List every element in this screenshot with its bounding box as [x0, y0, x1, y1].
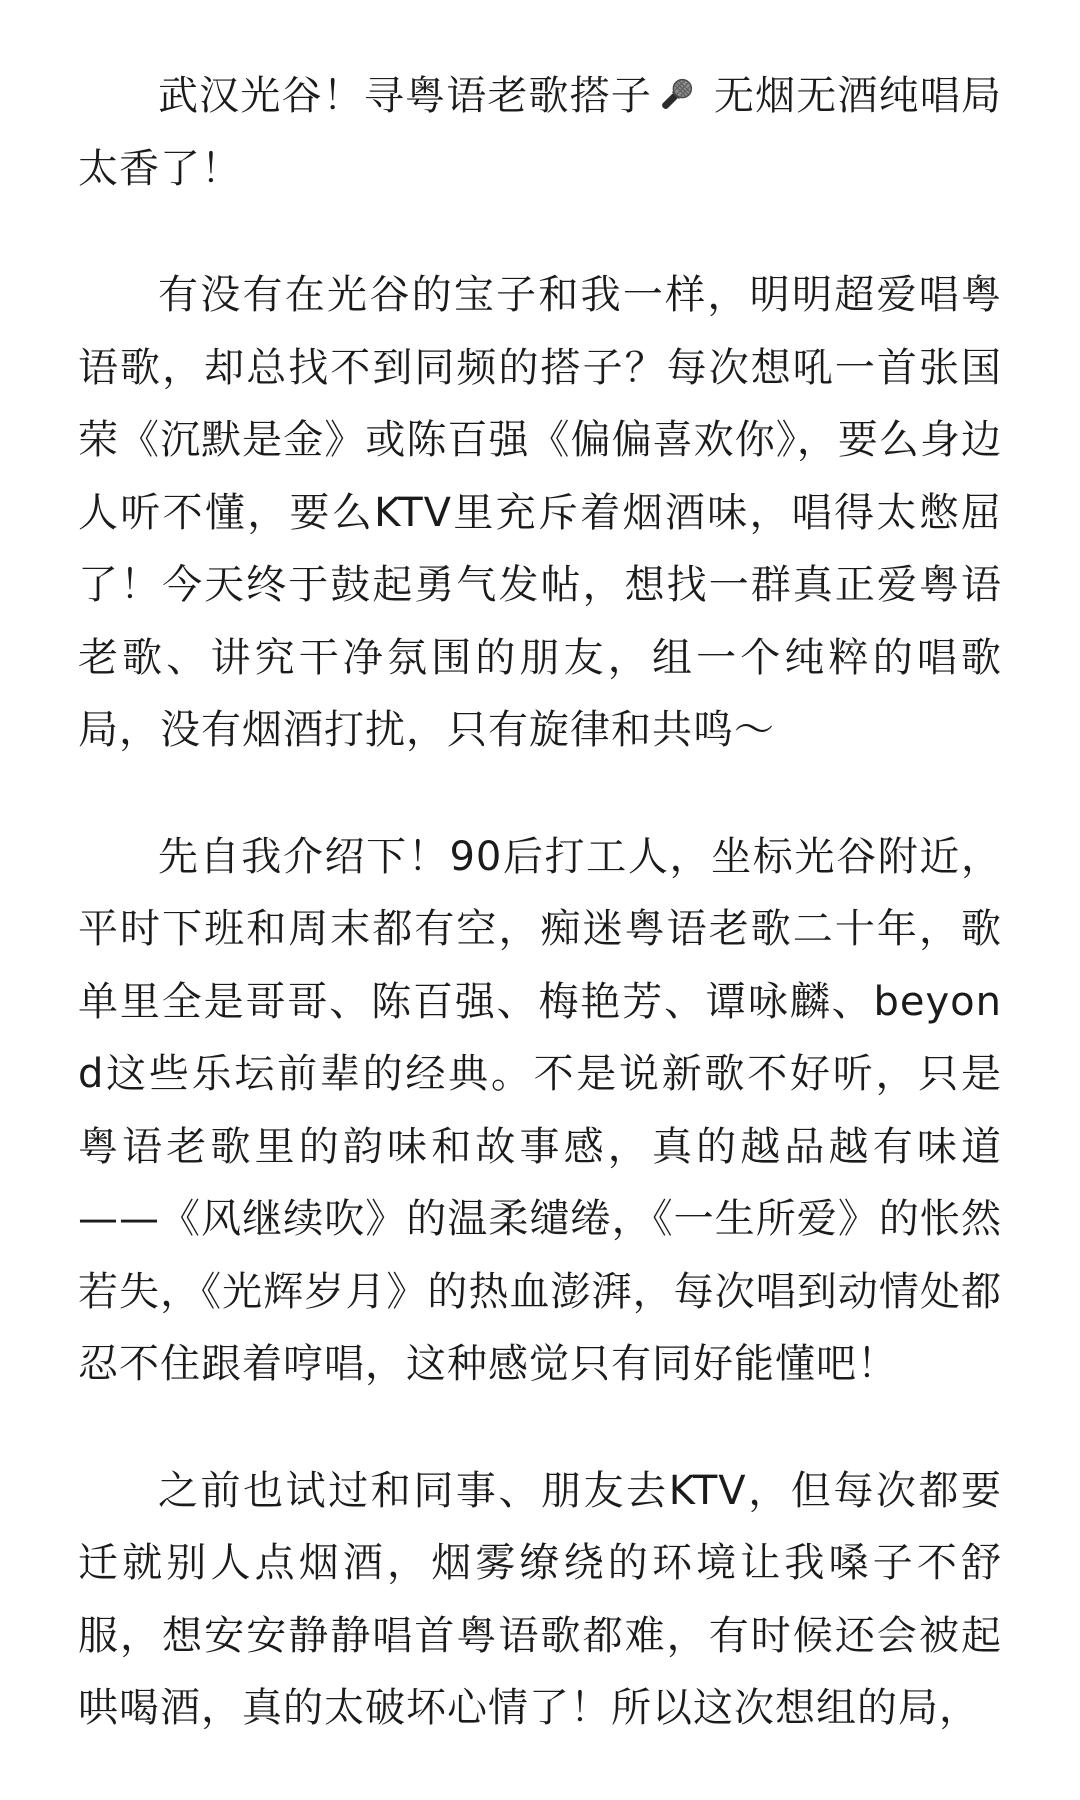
post-title-paragraph: [78, 60, 1002, 205]
microphone-icon: [656, 75, 696, 115]
post-paragraph-intro: 有没有在光谷的宝子和我一样，明明超爱唱粤语歌，却总找不到同频的搭子？每次想吼一首张国荣《沉默是金》或陈百强《偏偏喜欢你》，要么身边人听不懂，要么KTV里充斥着烟酒味，唱得太憋屈了！今天终于鼓起勇气发帖，想找一群真正爱粤语老歌、讲究干净氛围的朋友，组一个纯粹的唱歌局，没有烟酒打扰，只有旋律和共鸣～: [78, 272, 1002, 753]
post-title-text-end: 无烟无酒纯唱局太香了！: [78, 73, 1003, 192]
post-title-text-start: 武汉光谷！寻粤语老歌搭子: [158, 73, 653, 119]
post-paragraph-ktv-experience: 之前也试过和同事、朋友去KTV，但每次都要迁就别人点烟酒，烟雾缭绕的环境让我嗓子不舒服，想安安静静唱首粤语歌都难，有时候还会被起哄喝酒，真的太破坏心情了！所以这次想组的局，: [78, 1467, 1002, 1731]
post-paragraph-self-intro: 先自我介绍下！90后打工人，坐标光谷附近，平时下班和周末都有空，痴迷粤语老歌二十年，歌单里全是哥哥、陈百强、梅艳芳、谭咏麟、beyond这些乐坛前辈的经典。不是说新歌不好听，只是粤语老歌里的韵味和故事感，真的越品越有味道——《风继续吹》的温柔缱绻，《一生所爱》的怅然若失，《光辉岁月》的热血澎湃，每次唱到动情处都忍不住跟着哼唱，这种感觉只有同好能懂吧！: [78, 833, 1002, 1387]
